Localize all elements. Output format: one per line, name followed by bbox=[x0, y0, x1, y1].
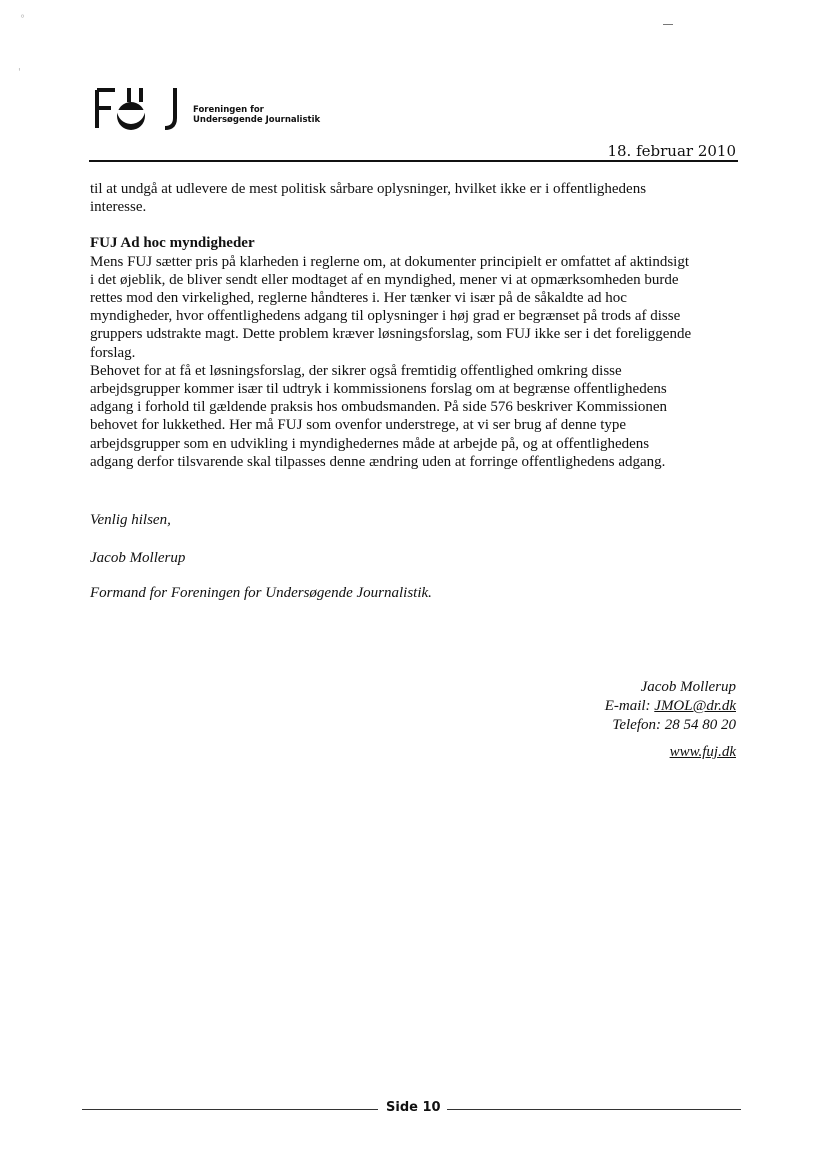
header-rule bbox=[89, 160, 738, 162]
contact-name: Jacob Mollerup bbox=[640, 679, 736, 695]
body-line: arbejdsgrupper som en udvikling i myndighedernes måde at arbejde på, og at offentlighedens bbox=[90, 435, 650, 452]
body-line: adgang i forhold til gældende praksis hos ombudsmanden. På side 576 beskriver Kommissionen bbox=[90, 399, 668, 416]
org-name bbox=[193, 105, 320, 125]
email-label: E-mail: bbox=[604, 698, 655, 714]
body-line: Behovet for at få et løsningsforslag, der sikrer også fremtidig offentlighed omkring disse bbox=[90, 362, 622, 379]
body-line: interesse. bbox=[90, 199, 147, 216]
closing-title: Formand for Foreningen for Undersøgende Journalistik. bbox=[90, 585, 432, 601]
letter-body bbox=[90, 180, 745, 471]
email-link[interactable]: JMOL@dr.dk bbox=[654, 698, 736, 714]
scan-artifact: ° bbox=[20, 14, 25, 25]
scan-artifact-line bbox=[663, 24, 673, 25]
body-line: til at undgå at udlevere de mest politisk sårbare oplysninger, hvilket ikke er i offentlighedens bbox=[90, 181, 647, 197]
closing-greeting: Venlig hilsen, bbox=[90, 512, 171, 528]
fuj-logo bbox=[93, 80, 193, 142]
contact-phone: Telefon: 28 54 80 20 bbox=[612, 717, 736, 733]
body-line: arbejdsgrupper kommer især til udtryk i kommissionens forslag om at begrænse offentlighedens bbox=[90, 381, 667, 398]
org-name-line: Undersøgende Journalistik bbox=[193, 115, 321, 125]
contact-block bbox=[605, 678, 736, 762]
org-name-line: Foreningen for bbox=[193, 105, 264, 115]
body-line: behovet for lukkethed. Her må FUJ som ovenfor understrege, at vi ser brug af denne type bbox=[90, 417, 627, 434]
footer-rule-right bbox=[447, 1109, 741, 1110]
body-line: gruppers udstrakte magt. Dette problem kræver løsningsforslag, som FUJ ikke ser i det foreliggende bbox=[90, 326, 692, 343]
body-line: adgang derfor tilsvarende skal tilpasses denne ændring uden at forringe offentlighedens adgang. bbox=[90, 453, 666, 470]
website-link[interactable]: www.fuj.dk bbox=[669, 744, 736, 760]
body-line: rettes mod den virkelighed, reglerne håndteres i. Her tænker vi især på de såkaldte ad hoc bbox=[90, 290, 627, 307]
page-number: Side 10 bbox=[386, 1100, 441, 1115]
contact-email-row bbox=[605, 697, 736, 716]
scan-artifact: ' bbox=[18, 67, 21, 78]
closing-name: Jacob Mollerup bbox=[90, 550, 186, 566]
body-line: myndigheder, hvor offentlighedens adgang til oplysninger i høj grad er begrænset på trods af disse bbox=[90, 308, 681, 325]
letter-date: 18. februar 2010 bbox=[607, 142, 736, 160]
section-heading: FUJ Ad hoc myndigheder bbox=[90, 235, 255, 252]
body-line: forslag. bbox=[90, 344, 136, 361]
footer-rule-left bbox=[82, 1109, 378, 1110]
body-line: Mens FUJ sætter pris på klarheden i reglerne om, at dokumenter principielt er omfattet af aktindsigt bbox=[90, 253, 690, 270]
body-line: i det øjeblik, de bliver sendt eller modtaget af en myndighed, mener vi at opmærksomheden burde bbox=[90, 271, 679, 288]
